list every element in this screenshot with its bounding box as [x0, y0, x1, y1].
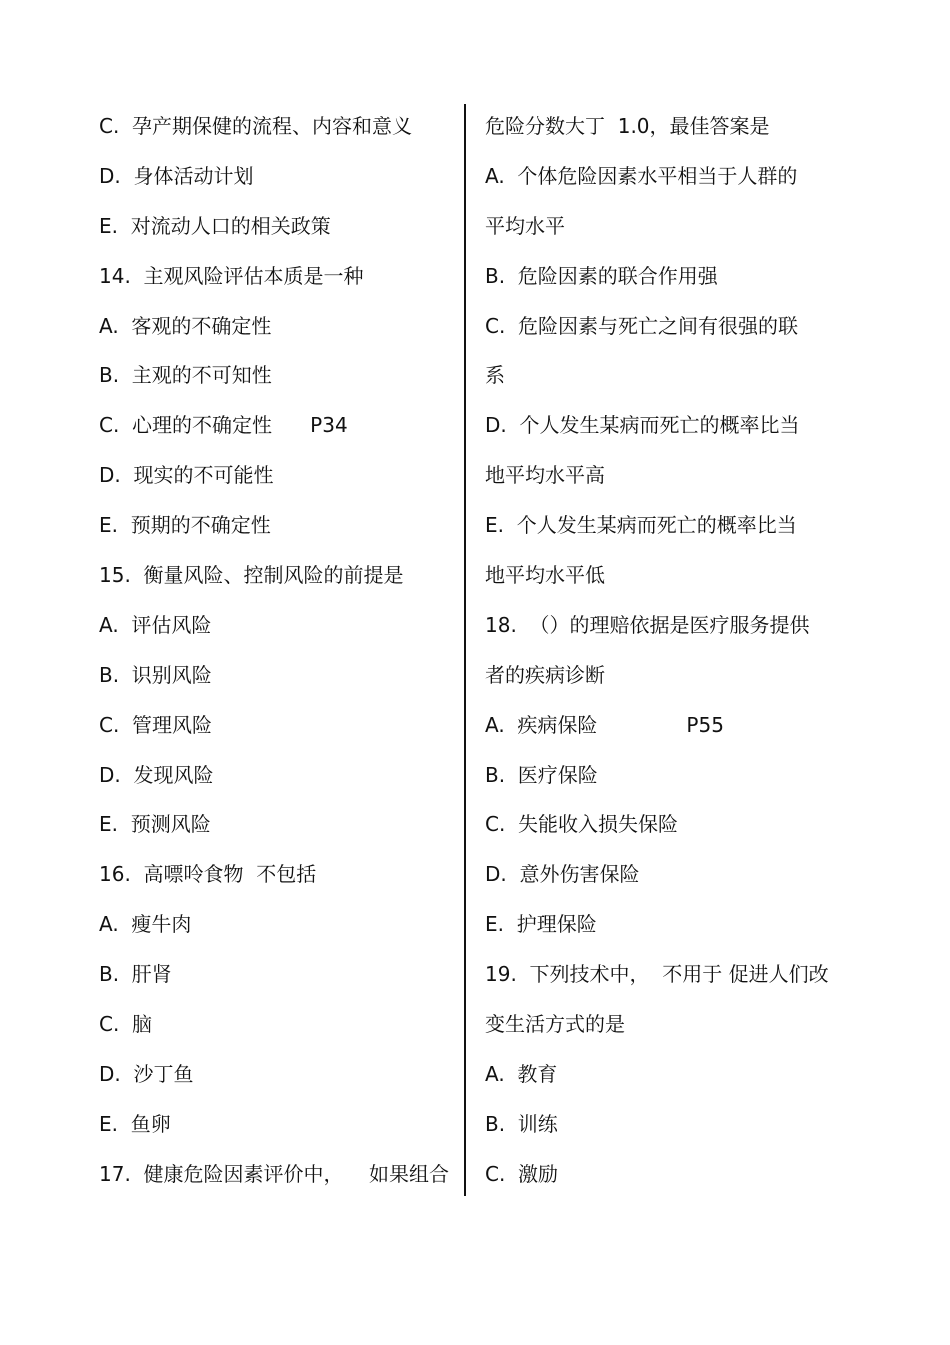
question-19: 19. 下列技术中， 不用于 促进人们改 — [485, 962, 829, 987]
text-line: D. 现实的不可能性 — [99, 463, 274, 488]
text-line: B. 识别风险 — [99, 662, 212, 687]
column-divider — [464, 104, 466, 1196]
text-line: C. 危险因素与死亡之间有很强的联 — [485, 313, 799, 338]
text-line: 地平均水平高 — [485, 463, 605, 488]
text-line: 地平均水平低 — [485, 563, 605, 588]
text-line: 者的疾病诊断 — [485, 662, 605, 687]
question-14: 14. 主观风险评估本质是一种 — [99, 263, 364, 288]
text-line: E. 护理保险 — [485, 912, 597, 937]
question-16: 16. 高嘌呤食物 不包括 — [99, 862, 317, 887]
text-line: D. 沙丁鱼 — [99, 1061, 194, 1086]
text-line: B. 训练 — [485, 1111, 558, 1136]
text-line: C. 心理的不确定性 P34 — [99, 413, 348, 438]
question-15: 15. 衡量风险、控制风险的前提是 — [99, 563, 404, 588]
text-line: B. 主观的不可知性 — [99, 363, 272, 388]
text-line: E. 预测风险 — [99, 812, 211, 837]
text-line: C. 激励 — [485, 1161, 559, 1186]
text-line: D. 身体活动计划 — [99, 163, 254, 188]
right-column — [485, 102, 845, 1200]
text-line: 平均水平 — [485, 213, 565, 238]
text-line: A. 瘦牛肉 — [99, 912, 192, 937]
text-line: B. 肝肾 — [99, 962, 172, 987]
question-17: 17. 健康危险因素评价中， 如果组合 — [99, 1161, 449, 1186]
left-column — [99, 102, 454, 1200]
text-line: A. 疾病保险 P55 — [485, 712, 724, 737]
text-line: E. 鱼卵 — [99, 1111, 171, 1136]
text-line: E. 对流动人口的相关政策 — [99, 213, 331, 238]
text-line: A. 个体危险因素水平相当于人群的 — [485, 163, 798, 188]
text-line: C. 管理风险 — [99, 712, 213, 737]
text-line: D. 意外伤害保险 — [485, 862, 640, 887]
text-line: A. 客观的不确定性 — [99, 313, 272, 338]
text-line: B. 危险因素的联合作用强 — [485, 263, 718, 288]
text-line: 系 — [485, 363, 505, 388]
text-line: D. 个人发生某病而死亡的概率比当 — [485, 413, 800, 438]
text-line: E. 预期的不确定性 — [99, 513, 271, 538]
text-line: C. 脑 — [99, 1012, 153, 1037]
text-line: 变生活方式的是 — [485, 1012, 625, 1037]
text-line: A. 教育 — [485, 1061, 558, 1086]
text-line: C. 失能收入损失保险 — [485, 812, 679, 837]
question-18: 18. （）的理赔依据是医疗服务提供 — [485, 612, 810, 637]
text-line: B. 医疗保险 — [485, 762, 598, 787]
text-line: E. 个人发生某病而死亡的概率比当 — [485, 513, 797, 538]
text-line: A. 评估风险 — [99, 612, 212, 637]
text-line: 危险分数大丁 1.0，最佳答案是 — [485, 114, 770, 138]
text-line: D. 发现风险 — [99, 762, 214, 787]
text-line: C. 孕产期保健的流程、内容和意义 — [99, 114, 413, 138]
